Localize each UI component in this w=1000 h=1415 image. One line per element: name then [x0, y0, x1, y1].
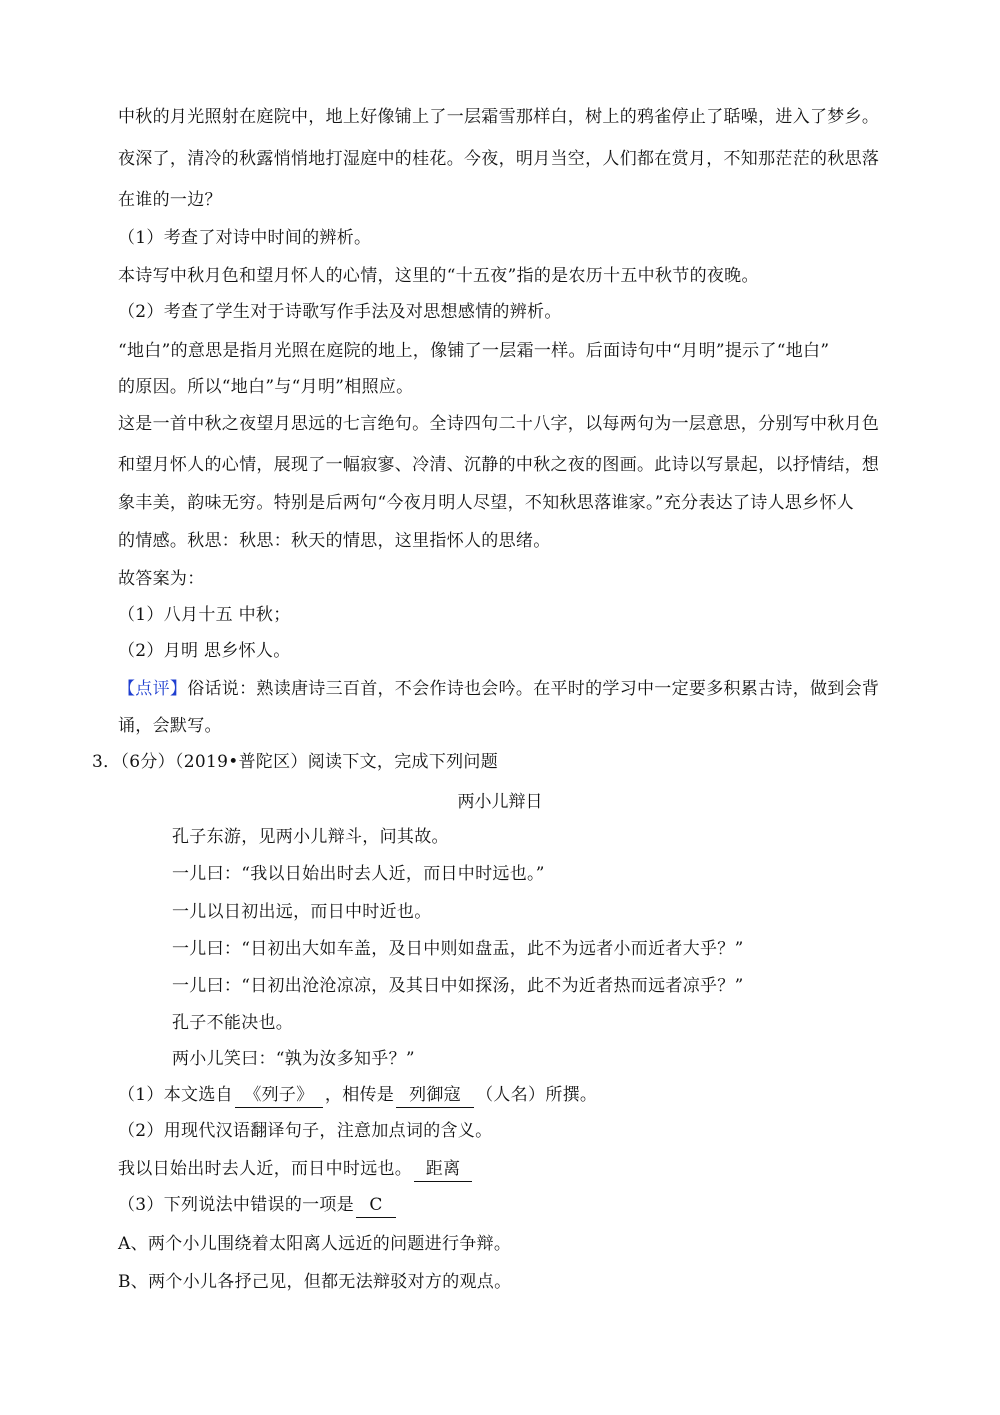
option-a: A、两个小儿围绕着太阳离人远近的问题进行争辩。: [118, 1234, 512, 1254]
analysis-part2-line: “地白”的意思是指月光照在庭院的地上，像铺了一层霜一样。后面诗句中“月明”提示了“地白”: [118, 341, 830, 361]
analysis-part1-label: （1）考查了对诗中时间的辨析。: [118, 228, 372, 248]
summary-line: 的情感。秋思：秋思：秋天的情思，这里指怀人的思绪。: [118, 531, 551, 551]
answer-intro: 故答案为：: [118, 569, 205, 589]
translation-line: 在谁的一边？: [118, 190, 222, 210]
translation-line: 中秋的月光照射在庭院中，地上好像铺上了一层霜雪那样白，树上的鸦雀停止了聒噪，进入了梦乡。: [118, 107, 880, 127]
passage-line: 一儿曰：“日初出大如车盖，及日中则如盘盂，此不为远者小而近者大乎？”: [172, 939, 744, 959]
passage-line: 孔子不能决也。: [172, 1013, 294, 1033]
comment-line: 诵，会默写。: [118, 716, 222, 736]
q1-suffix: （人名）所撰。: [476, 1085, 598, 1105]
comment-tag: 【点评】: [118, 679, 188, 699]
translation-line: 夜深了，清冷的秋露悄悄地打湿庭中的桂花。今夜，明月当空，人们都在赏月，不知那茫茫的秋思落: [118, 149, 880, 169]
q2-sentence: 我以日始出时去人近，而日中时远也。: [118, 1159, 413, 1179]
q2-answer: 距离: [414, 1157, 472, 1182]
q1-answer-author: 列御寇: [396, 1083, 474, 1108]
summary-line: 和望月怀人的心情，展现了一幅寂寥、冷清、沉静的中秋之夜的图画。此诗以写景起，以抒情结，想: [118, 455, 880, 475]
q3-answer: C: [356, 1193, 396, 1218]
passage-line: 一儿以日初出远，而日中时近也。: [172, 902, 432, 922]
summary-line: 这是一首中秋之夜望月思远的七言绝句。全诗四句二十八字，以每两句为一层意思，分别写中秋月色: [118, 414, 880, 434]
passage-line: 一儿曰：“日初出沧沧凉凉，及其日中如探汤，此不为近者热而远者凉乎？”: [172, 976, 744, 996]
comment-text: 俗话说：熟读唐诗三百首，不会作诗也会吟。在平时的学习中一定要多积累古诗，做到会背: [187, 679, 880, 699]
answer-1: （1）八月十五 中秋；: [118, 605, 291, 625]
passage-title: 两小儿辩日: [457, 792, 543, 812]
q1-answer-source: 《列子》: [235, 1083, 323, 1108]
summary-line: 象丰美，韵味无穷。特别是后两句“今夜月明人尽望，不知秋思落谁家。”充分表达了诗人思乡怀人: [118, 493, 855, 513]
question-3-header: 3．（6分）（2019•普陀区）阅读下文，完成下列问题: [92, 752, 499, 772]
passage-line: 一儿曰：“我以日始出时去人近，而日中时远也。”: [172, 864, 545, 884]
question-3-part2-sentence: [118, 1157, 474, 1182]
passage-line: 两小儿笑曰：“孰为汝多知乎？”: [172, 1049, 415, 1069]
analysis-part2-label: （2）考查了学生对于诗歌写作手法及对思想感情的辨析。: [118, 302, 562, 322]
option-b: B、两个小儿各抒己见，但都无法辩驳对方的观点。: [118, 1272, 512, 1292]
question-3-part2: （2）用现代汉语翻译句子，注意加点词的含义。: [118, 1121, 493, 1141]
analysis-part1-text: 本诗写中秋月色和望月怀人的心情，这里的“十五夜”指的是农历十五中秋节的夜晚。: [118, 266, 759, 286]
question-3-part3: [118, 1193, 398, 1218]
comment-line: [118, 677, 879, 701]
answer-2: （2）月明 思乡怀人。: [118, 641, 291, 661]
analysis-part2-line: 的原因。所以“地白”与“月明”相照应。: [118, 377, 414, 397]
q1-prefix: （1）本文选自: [118, 1085, 233, 1105]
q1-middle: ，相传是: [324, 1085, 395, 1105]
passage-line: 孔子东游，见两小儿辩斗，问其故。: [172, 827, 449, 847]
q3-prefix: （3）下列说法中错误的一项是: [118, 1195, 355, 1215]
question-3-part1: [118, 1083, 597, 1108]
